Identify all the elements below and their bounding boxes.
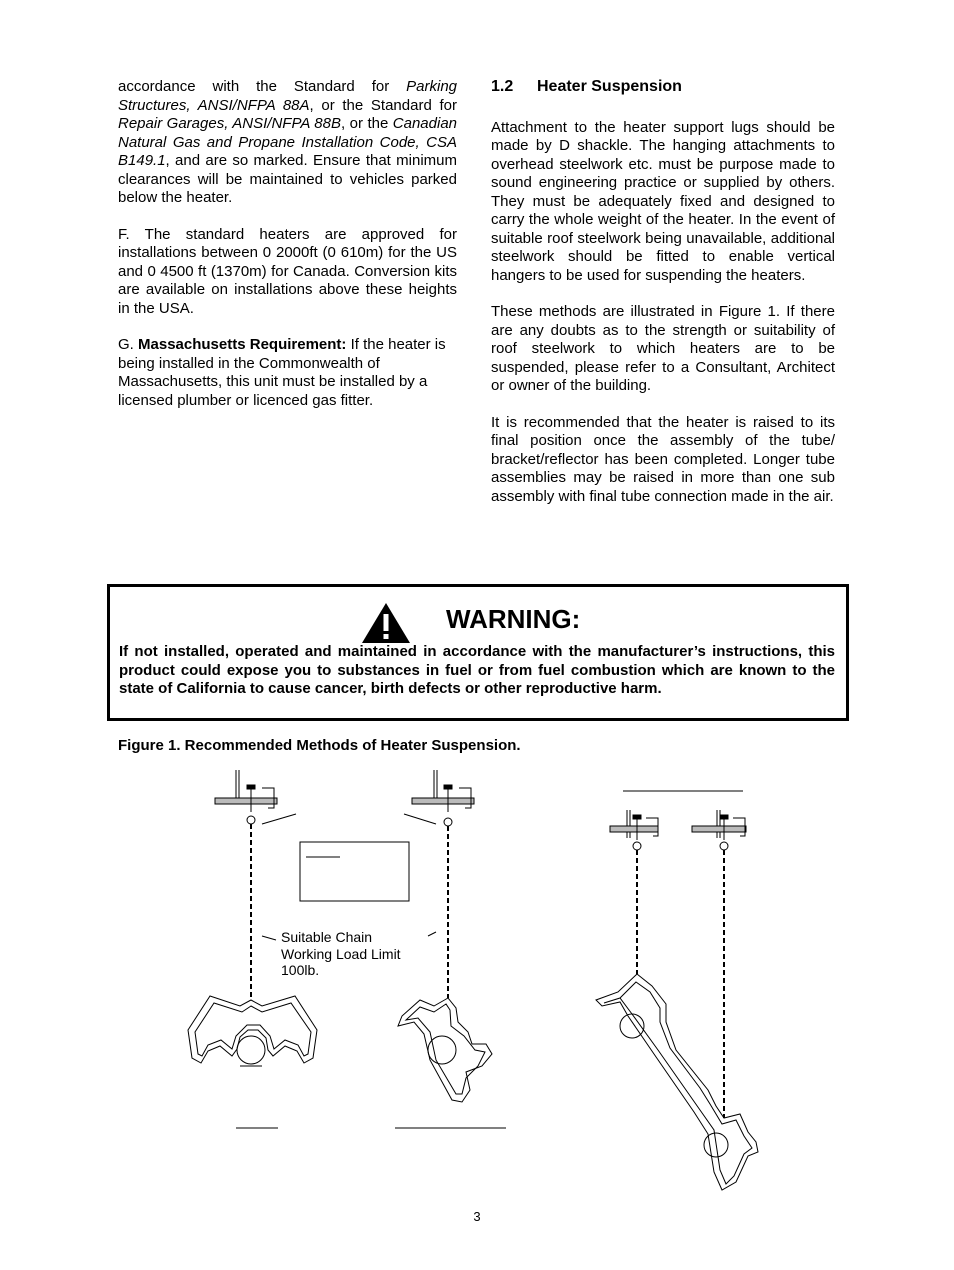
warning-triangle-icon (360, 601, 412, 645)
suspension-diagram (0, 760, 954, 1200)
chain-label-line-1: Suitable Chain (281, 929, 373, 945)
hanger-assembly-middle (398, 770, 492, 1102)
figure-caption: Figure 1. Recommended Methods of Heater Suspension. (118, 737, 521, 754)
raising-paragraph: It is recommended that the heater is raised to its final position once the assembly of the tube/ bracket/reflector has been completed. Longer tube assemblies may be raised in more than one sub assembly with final tube connection made in the air. (491, 413, 835, 505)
warning-box (107, 584, 849, 721)
altitude-paragraph: F. The standard heaters are approved for installations between 0 2000ft (0 610m) for the US and 0 4500 ft (1370m) for Canada. Conversion kits are available on installations above these heights in the USA. (118, 225, 457, 317)
label-box (300, 842, 409, 901)
warning-title: WARNING: (446, 604, 581, 634)
section-heading (491, 78, 835, 97)
warning-text: If not installed, operated and maintained in accordance with the manufacturer’s instructions, this product could expose you to substances in fuel or from fuel combustion which are known to the state of California to cause cancer, birth defects or other reproductive harm. (119, 643, 835, 697)
hanger-assembly-left (188, 770, 320, 1066)
right-column (491, 78, 835, 524)
warning-heading (360, 595, 620, 643)
section-number: 1.2 (491, 78, 514, 95)
attachment-paragraph: Attachment to the heater support lugs should be made by D shackle. The hanging attachments to overhead steelwork etc. must be purpose made to sound engineering practice or supplied by others. They must be adequately fixed and designed to carry the whole weight of the heater. In the event of suitable roof steelwork being unavailable, additional steelwork should be fitted to enable vertical hangers to be used for suspending the heaters. (491, 118, 835, 284)
chain-label-line-3: 100lb. (281, 962, 320, 978)
methods-paragraph: These methods are illustrated in Figure 1. If there are any doubts as to the strength or suitability of roof steelwork to which heaters are to be suspended, please refer to a Consultant, Architect or owner of the building. (491, 303, 835, 394)
page-number: 3 (473, 1209, 481, 1224)
left-column (118, 78, 457, 428)
chain-label-line-2: Working Load Limit (281, 946, 401, 962)
section-title: Heater Suspension (537, 78, 682, 95)
massachusetts-paragraph: G. Massachusetts Requirement: If the heater is being installed in the Commonwealth of Massachusetts, this unit must be installed by a licensed plumber or licenced gas fitter. (118, 336, 446, 409)
hanger-assembly-right (596, 791, 758, 1190)
clearance-paragraph: accordance with the Standard for Parking Structures, ANSI/NFPA 88A, or the Standard for Repair Garages, ANSI/NFPA 88B, or the Canadian Natural Gas and Propane Installation Code, CSA B149.1, and are so marked. Ensure that minimum clearances will be maintained to vehicles parked below the heater. (118, 78, 457, 206)
